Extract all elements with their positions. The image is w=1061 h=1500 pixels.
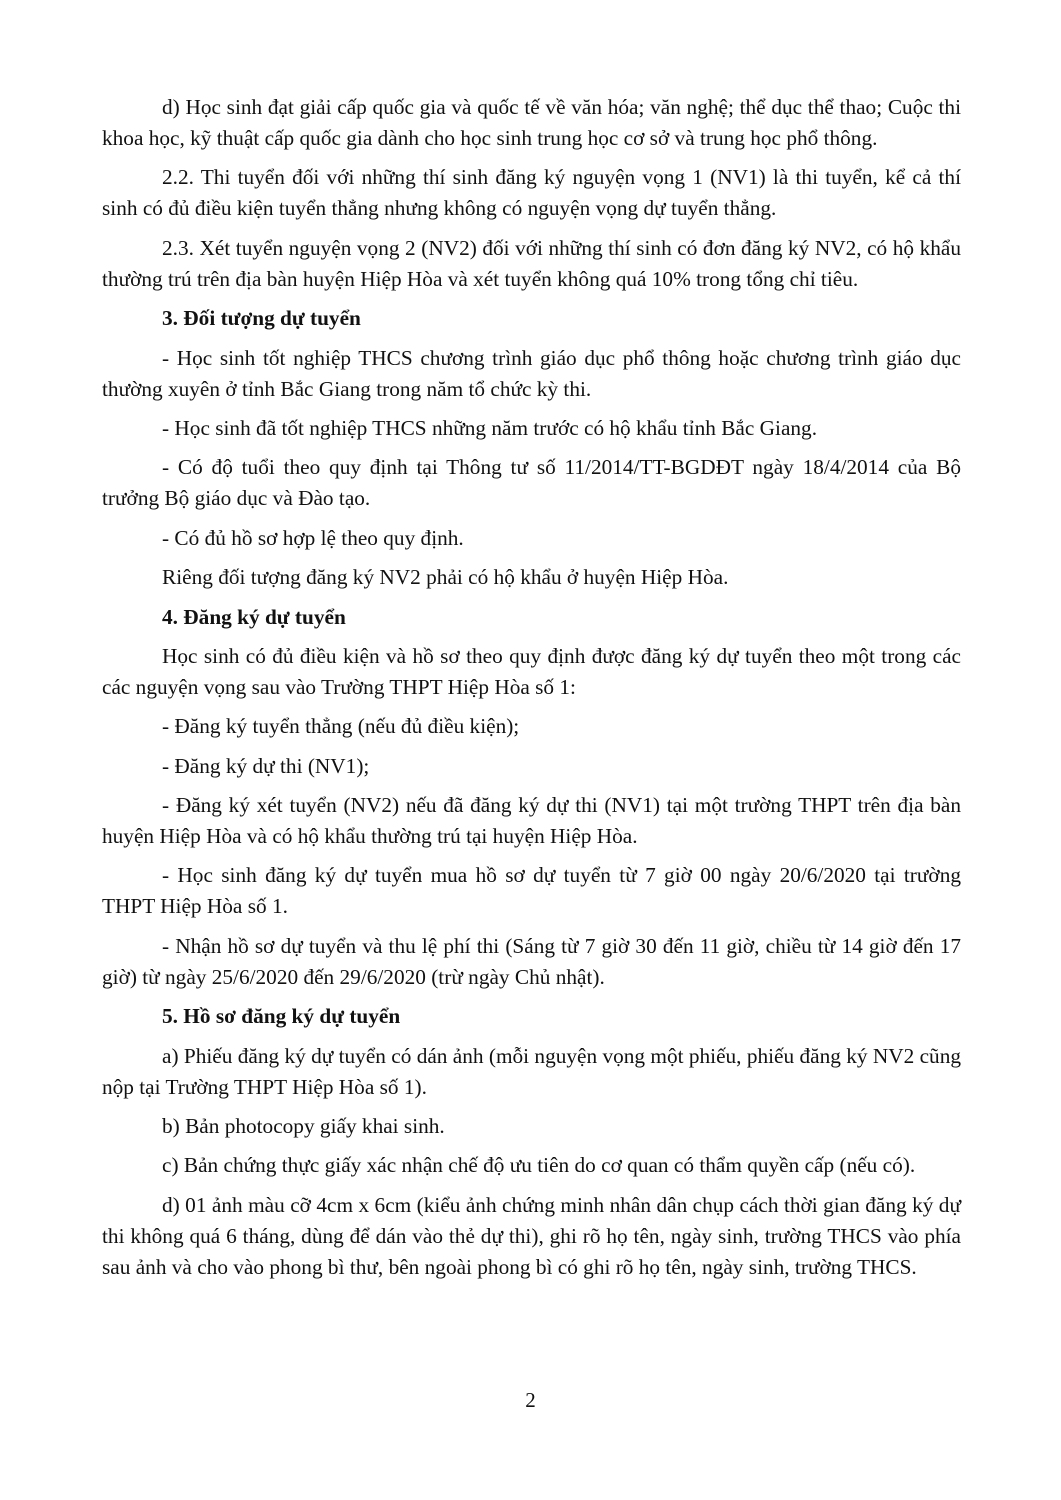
- paragraph-3-e: Riêng đối tượng đăng ký NV2 phải có hộ khẩu ở huyện Hiệp Hòa.: [162, 565, 729, 590]
- paragraph-3-d: - Có đủ hồ sơ hợp lệ theo quy định.: [162, 525, 464, 550]
- paragraph-3-c: - Có độ tuổi theo quy định tại Thông tư số 11/2014/TT-BGDĐT ngày 18/4/2014 của Bộ trưởng Bộ giáo dục và Đào tạo.: [102, 455, 961, 511]
- paragraph-4-intro: Học sinh có đủ điều kiện và hồ sơ theo quy định được đăng ký dự tuyển theo một trong các các nguyện vọng sau vào Trường THPT Hiệp Hòa số 1:: [102, 643, 961, 699]
- paragraph-3-a: - Học sinh tốt nghiệp THCS chương trình giáo dục phổ thông hoặc chương trình giáo dục thường xuyên ở tỉnh Bắc Giang trong năm tổ chức kỳ thi.: [102, 345, 961, 401]
- paragraph-4-e: - Nhận hồ sơ dự tuyển và thu lệ phí thi (Sáng từ 7 giờ 30 đến 11 giờ, chiều từ 14 giờ đến 17 giờ) từ ngày 25/6/2020 đến 29/6/2020 (trừ ngày Chủ nhật).: [102, 933, 961, 989]
- paragraph-5-b: b) Bản photocopy giấy khai sinh.: [162, 1114, 445, 1139]
- paragraph-4-d: - Học sinh đăng ký dự tuyển mua hồ sơ dự tuyển từ 7 giờ 00 ngày 20/6/2020 tại trường THPT Hiệp Hòa số 1.: [102, 863, 961, 919]
- heading-section-3: 3. Đối tượng dự tuyển: [162, 306, 361, 331]
- paragraph-4-a: - Đăng ký tuyển thẳng (nếu đủ điều kiện);: [162, 714, 520, 739]
- paragraph-5-c: c) Bản chứng thực giấy xác nhận chế độ ưu tiên do cơ quan có thẩm quyền cấp (nếu có).: [162, 1153, 916, 1178]
- heading-section-4: 4. Đăng ký dự tuyển: [162, 604, 346, 629]
- heading-section-5: 5. Hồ sơ đăng ký dự tuyển: [162, 1004, 401, 1029]
- page-number: 2: [525, 1388, 536, 1412]
- paragraph-2-1-d: d) Học sinh đạt giải cấp quốc gia và quốc tế về văn hóa; văn nghệ; thể dục thể thao; Cuộc thi khoa học, kỹ thuật cấp quốc gia dành cho học sinh trung học cơ sở và trung học phổ thông.: [102, 95, 961, 150]
- paragraph-2-2: 2.2. Thi tuyển đối với những thí sinh đăng ký nguyện vọng 1 (NV1) là thi tuyển, kể cả thí sinh có đủ điều kiện tuyển thẳng nhưng không có nguyện vọng dự tuyển thẳng.: [102, 165, 961, 221]
- paragraph-3-b: - Học sinh đã tốt nghiệp THCS những năm trước có hộ khẩu tỉnh Bắc Giang.: [162, 415, 818, 440]
- paragraph-2-3: 2.3. Xét tuyển nguyện vọng 2 (NV2) đối với những thí sinh có đơn đăng ký NV2, có hộ khẩu thường trú trên địa bàn huyện Hiệp Hòa và xét tuyển không quá 10% trong tổng chỉ tiêu.: [102, 235, 961, 291]
- paragraph-5-a: a) Phiếu đăng ký dự tuyển có dán ảnh (mỗi nguyện vọng một phiếu, phiếu đăng ký NV2 cũng nộp tại Trường THPT Hiệp Hòa số 1).: [102, 1043, 961, 1099]
- paragraph-4-c: - Đăng ký xét tuyển (NV2) nếu đã đăng ký dự thi (NV1) tại một trường THPT trên địa bàn huyện Hiệp Hòa và có hộ khẩu thường trú tại huyện Hiệp Hòa.: [102, 793, 961, 849]
- paragraph-4-b: - Đăng ký dự thi (NV1);: [162, 753, 370, 778]
- paragraph-5-d: d) 01 ảnh màu cỡ 4cm x 6cm (kiểu ảnh chứng minh nhân dân chụp cách thời gian đăng ký dự thi không quá 6 tháng, dùng để dán vào thẻ dự thi), ghi rõ họ tên, ngày sinh, trường THCS vào phía sau ảnh và cho vào phong bì thư, bên ngoài phong bì có ghi rõ họ tên, ngày sinh, trường THCS.: [102, 1192, 961, 1279]
